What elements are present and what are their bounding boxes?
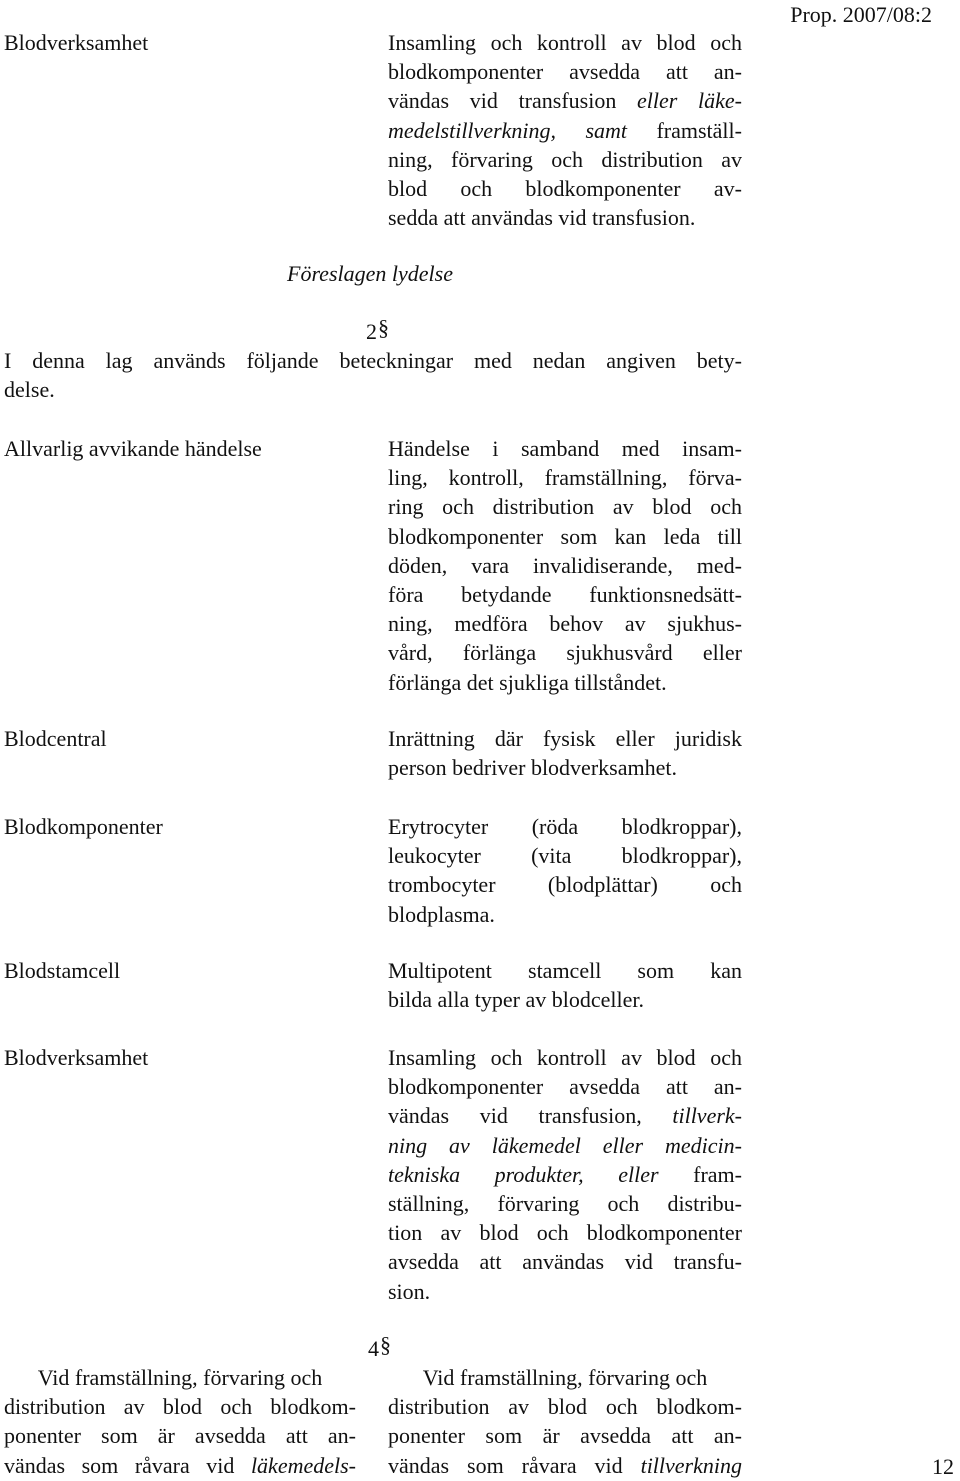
text: person bedriver blodverksamhet. [388,755,677,781]
text-line [388,86,742,115]
text-line [388,1043,742,1072]
text-line [388,1277,742,1306]
text: Insamling och kontroll av blod och [388,1045,742,1070]
text-line [388,1189,742,1218]
text-line [388,638,742,667]
text-line [388,900,742,929]
text: ponenter som är avsedda att an- [388,1423,742,1449]
italic-text: tillverk- [672,1103,742,1129]
term-allvarlig-avvikande-handelse: Allvarlig avvikande händelse [4,436,262,461]
text: döden, vara invalidiserande, med- [388,552,742,578]
text: Insamling och kontroll av blod och [388,30,742,55]
text-line [388,753,742,782]
text-line [388,668,742,697]
text-line [4,1363,356,1392]
text-line [388,492,742,521]
text: avsedda att användas vid transfu- [388,1249,742,1275]
section-number: 4 [368,1336,379,1361]
text-line [388,174,742,203]
text-line [388,463,742,492]
text-line [388,985,742,1014]
text-line [388,609,742,638]
old-term-blodverksamhet: Blodverksamhet [4,30,149,55]
text-line [388,1072,742,1101]
text-line [388,956,742,985]
section-2-intro [4,346,742,404]
text-line [388,1247,742,1276]
text: ning, förvaring och distribution av [388,146,742,172]
text-line [388,522,742,551]
text-line [388,434,742,463]
text: blodkomponenter avsedda att an- [388,59,742,85]
definition-blodcentral [388,724,742,782]
text: fram- [658,1161,742,1187]
text: sedda att användas vid transfusion. [388,205,696,231]
section-symbol: § [380,1332,391,1357]
text: blodkomponenter avsedda att an- [388,1074,742,1100]
text: blodkomponenter som kan leda till [388,523,742,549]
text-line [388,841,742,870]
text-line [388,812,742,841]
text-line [388,116,742,145]
italic-text: tekniska produkter, eller [388,1161,659,1187]
text: blodplasma. [388,901,495,927]
text: vård, förlänga sjukhusvård eller [388,640,742,666]
text: tion av blod och blodkomponenter [388,1220,742,1246]
section-number: 2 [366,319,377,344]
text: ring och distribution av blod och [388,494,742,520]
text-line [388,551,742,580]
text: Händelse i samband med insam- [388,436,742,461]
text-line [4,1392,356,1421]
text-line [388,1131,742,1160]
text-line [388,580,742,609]
intro-line-2: delse. [4,377,55,403]
text: vändas som råvara vid [388,1452,641,1478]
text-line [4,1421,356,1450]
text: trombocyter (blodplättar) och [388,872,742,898]
term-blodkomponenter: Blodkomponenter [4,814,163,839]
text-line [388,203,742,232]
term-blodstamcell: Blodstamcell [4,958,121,983]
definition-blodverksamhet [388,1043,742,1306]
text-line [388,28,742,57]
text: vändas vid transfusion [388,88,638,114]
text: leukocyter (vita blodkroppar), [388,843,742,869]
section-symbol: § [378,315,389,340]
italic-text: läkemedels- [250,1452,356,1478]
text: ling, kontroll, framställning, förva- [388,465,742,491]
text: förlänga det sjukliga tillståndet. [388,669,667,695]
text-line [388,1392,742,1421]
text: vändas vid transfusion, [388,1103,673,1129]
intro-line-1: I denna lag används följande beteckningar med nedan angiven bety- [4,348,742,373]
text-line [388,1101,742,1130]
text-line [388,870,742,899]
text: distribution av blod och blodkom- [4,1394,356,1420]
text: distribution av blod och blodkom- [388,1394,742,1420]
text: Erytrocyter (röda blodkroppar), [388,814,742,839]
text-line [388,57,742,86]
text: Multipotent stamcell som kan [388,958,742,983]
text: ning, medföra behov av sjukhus- [388,611,742,637]
text-line [4,1451,356,1480]
section-4-marker [368,1332,391,1363]
term-blodcentral: Blodcentral [4,726,107,751]
definition-blodkomponenter [388,812,742,929]
text: framställ- [627,117,742,143]
text: bilda alla typer av blodceller. [388,987,644,1013]
proposed-wording-heading: Föreslagen lydelse [287,261,453,286]
italic-text: ning av läkemedel eller medicin- [388,1132,742,1158]
text-line [388,1218,742,1247]
term-blodverksamhet: Blodverksamhet [4,1045,149,1070]
section-4-proposed-text [388,1363,742,1480]
prop-reference: Prop. 2007/08:2 [790,2,932,27]
text: vändas som råvara vid [4,1452,251,1478]
text: Inrättning där fysisk eller juridisk [388,726,742,751]
definition-blodstamcell [388,956,742,1014]
text-line [388,1421,742,1450]
definition-allvarlig-avvikande-handelse [388,434,742,697]
text: blod och blodkomponenter av- [388,176,742,202]
text: föra betydande funktionsnedsätt- [388,582,742,608]
section-4-current-text [4,1363,356,1480]
italic-text: medelstillverkning, samt [388,117,628,143]
text-line [388,1160,742,1189]
text: ponenter som är avsedda att an- [4,1423,356,1449]
text: Vid framställning, förvaring och [37,1365,323,1390]
text-line [388,1451,742,1480]
text: sion. [388,1278,431,1304]
section-2-marker [366,315,389,346]
page-number: 12 [932,1454,954,1479]
text-line [388,1363,742,1392]
italic-text: tillverkning [640,1452,742,1478]
text-line [388,724,742,753]
italic-text: eller läke- [637,88,742,114]
old-definition-blodverksamhet [388,28,742,232]
text: Vid framställning, förvaring och [422,1365,708,1390]
text: ställning, förvaring och distribu- [388,1191,742,1217]
text-line [388,145,742,174]
